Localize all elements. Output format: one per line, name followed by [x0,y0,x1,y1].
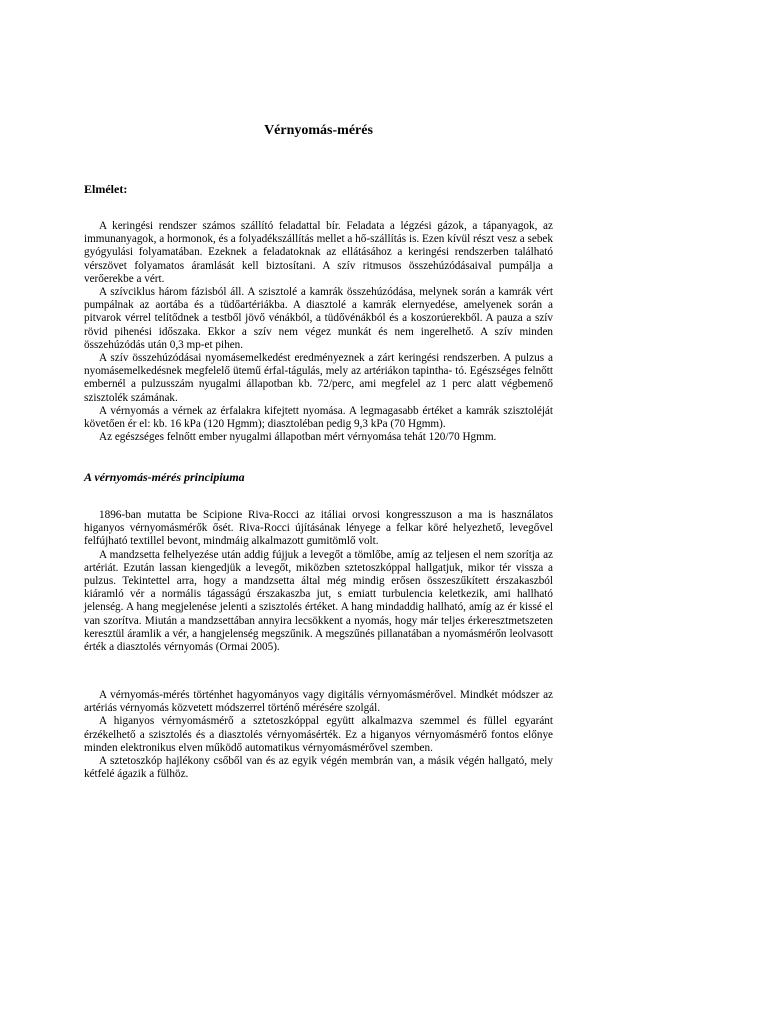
paragraph: A vérnyomás a vérnek az érfalakra kifejtett nyomása. A legmagasabb értéket a kamrák szisztoléját követően ér el: kb. 16 kPa (120 Hgmm); diasztoléban pedig 9,3 kPa (70 Hgmm). [84,404,553,431]
paragraph: A keringési rendszer számos szállító feladattal bír. Feladata a légzési gázok, a tápanyagok, az immunanyagok, a hormonok, és a folyadékszállítás mellet a hő-szállítás is. Ezen kívül részt vesz a sebek gyógyulási folyamatában. Ezeknek a feladatoknak az ellátásához a keringési rendszerben található vérszövet folyamatos áramlását kell biztosítani. A szív ritmusos összehúzódásaival pumpálja a verőerekbe a vért. [84,220,553,285]
paragraph: A szív összehúzódásai nyomásemelkedést eredményeznek a zárt keringési rendszerben. A pulzus a nyomásemelkedésnek megfelelő ütemű érfal-tágulás, mely az artériákon tapintha- tó. Egészséges felnőtt embernél a pulzusszám nyugalmi állapotban kb. 72/perc, ami megfelel az 1 perc alatt végbemenő szisztolék számának. [84,352,553,404]
paragraph: A sztetoszkóp hajlékony csőből van és az egyik végén membrán van, a másik végén hallgató, mely kétfelé ágazik a fülhöz. [84,755,553,781]
principle-text-block [84,509,553,654]
paragraph: A vérnyomás-mérés történhet hagyományos vagy digitális vérnyomásmérővel. Mindkét módszer az artériás vérnyomás közvetett módszerrel történő mérésére szolgál. [84,689,553,715]
theory-text-block [84,220,553,444]
paragraph: A mandzsetta felhelyezése után addig fújjuk a levegőt a tömlőbe, amíg az teljesen el nem szorítja az artériát. Ezután lassan kiengedjük a levegőt, miközben sztetoszkóppal hallgatjuk, mikor tér vissza a pulzus. Tekintettel arra, hogy a mandzsetta által még mindig erősen összeszűkített érszakaszból kiáramló vér a normális tágasságú érszakaszba jut, s emiatt turbulencia keletkezik, ami hallható jelenség. A hang megjelenése jelenti a szisztolés értéket. A hang mindaddig hallható, amíg az ér kissé el van szorítva. Miután a mandzsettában annyira lecsökkent a nyomás, hogy már teljes érkeresztmetszeten keresztül áramlik a vér, a hangjelenség megszűnik. A megszűnés pillanatában a nyomásmérőn leolvasott érték a diasztolés vérnyomás (Ormai 2005). [84,548,553,654]
paragraph: 1896-ban mutatta be Scipione Riva-Rocci az itáliai orvosi kongresszuson a ma is használatos higanyos vérnyomásmérők ősét. Riva-Rocci újításának lényege a felkar köré helyezhető, levegővel felfújható textillel bevont, mindmáig alkalmazott gumitömlő volt. [84,509,553,548]
paragraph: Az egészséges felnőtt ember nyugalmi állapotban mért vérnyomása tehát 120/70 Hgmm. [99,431,497,444]
page-title: Vérnyomás-mérés [264,123,373,138]
section-heading-elmelet: Elmélet: [84,182,128,196]
measurement-text-block [84,689,553,781]
subsection-heading-principle: A vérnyomás-mérés principiuma [84,470,245,484]
paragraph: A higanyos vérnyomásmérő a sztetoszkóppal együtt alkalmazva szemmel és füllel egyaránt érzékelhető a szisztolés és a diasztolés vérnyomásérték. Ez a higanyos vérnyomásmérő fontos előnye minden elektronikus elven működő automatikus vérnyomásmérővel szemben. [84,715,553,754]
paragraph: A szívciklus három fázisból áll. A szisztolé a kamrák összehúzódása, melynek során a kamrák vért pumpálnak az aortába és a tüdőartériákba. A diasztolé a kamrák elernyedése, amelyenek során a pitvarok vérrel telítődnek a testből jövő vénákból, a tüdővénákból és a koszorúerekből. A pauza a szív rövid pihenési időszaka. Ekkor a szív nem végez munkát és nem ingerelhető. A szív minden összehúzódás után 0,3 mp-et pihen. [84,286,553,351]
